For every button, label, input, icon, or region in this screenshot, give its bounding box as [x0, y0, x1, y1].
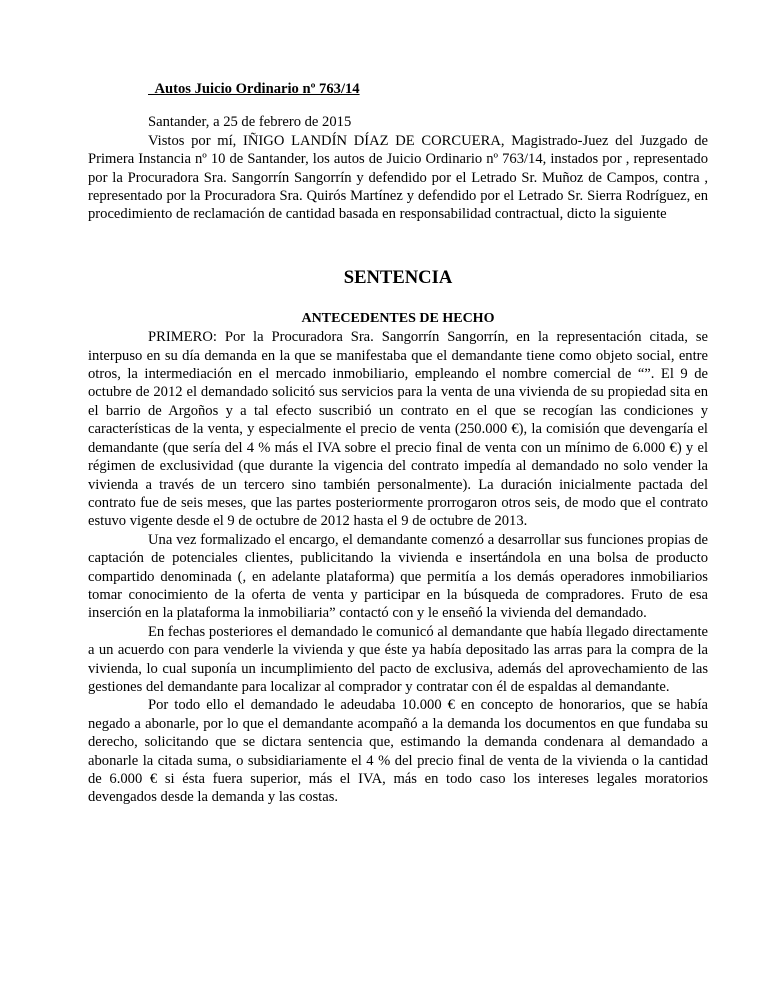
document-page [88, 80, 708, 807]
case-reference: Autos Juicio Ordinario nº 763/14 [148, 81, 360, 97]
intro-paragraph: Vistos por mí, IÑIGO LANDÍN DÍAZ DE CORCUERA, Magistrado-Juez del Juzgado de Primera Instancia nº 10 de Santander, los autos de Juicio Ordinario nº 763/14, instados por , representado por la Procuradora Sra. Sangorrín Sangorrín y defendido por el Letrado Sr. Muñoz de Campos, contra , representado por la Procuradora Sra. Quirós Martínez y defendido por el Letrado Sr. Sierra Rodríguez, en procedimiento de reclamación de cantidad basada en responsabilidad contractual, dicto la siguiente [88, 132, 708, 223]
place-date: Santander, a 25 de febrero de 2015 [148, 114, 352, 131]
paragraph-primero: PRIMERO: Por la Procuradora Sra. Sangorrín Sangorrín, en la representación citada, se interpuso en su día demanda en la que se manifestaba que el demandante tiene como objeto social, entre otros, la intermediación en el mercado inmobiliario, empleando el nombre comercial de “”. El 9 de octubre de 2012 el demandado solicitó sus servicios para la venta de una vivienda de su propiedad sita en el barrio de Argoños y a tal efecto suscribió un contrato en el que se recogían las condiciones y características de la venta, y especialmente el precio de venta (250.000 €), la comisión que devengaría el demandante (que sería del 4 % más el IVA sobre el precio final de venta con un mínimo de 6.000 €) y el régimen de exclusividad (que durante la vigencia del contrato impedía al demandado no solo vender la vivienda a través de un tercero sino también personalmente). La duración inicialmente pactada del contrato fue de seis meses, que las partes posteriormente prorrogaron otros seis, de modo que el contrato estuvo vigente desde el 9 de octubre de 2012 hasta el 9 de octubre de 2013. [88, 329, 708, 530]
paragraph: En fechas posteriores el demandado le comunicó al demandante que había llegado directamente a un acuerdo con para venderle la vivienda y que éste ya había depositado las arras para la compra de la vivienda, lo cual suponía un incumplimiento del pacto de exclusiva, además del aprovechamiento de las gestiones del demandante para localizar al comprador y contratar con él de espaldas al demandante. [88, 623, 708, 695]
document-title: SENTENCIA [343, 266, 453, 288]
paragraph: Por todo ello el demandado le adeudaba 10.000 € en concepto de honorarios, que se había negado a abonarle, por lo que el demandante acompañó a la demanda los documentos en que fundaba su derecho, solicitando que se dictara sentencia que, estimando la demanda condenara al demandado a abonarle la citada suma, o subsidiariamente el 4 % del precio final de venta de la vivienda o la cantidad de 6.000 € si ésta fuera superior, más el IVA, más en todo caso los intereses legales moratorios devengados desde la demanda y las costas. [88, 697, 708, 806]
paragraph: Una vez formalizado el encargo, el demandante comenzó a desarrollar sus funciones propias de captación de potenciales clientes, publicitando la vivienda e insertándola en una bolsa de producto compartido denominada (, en adelante plataforma) que permitía a los demás operadores inmobiliarios tomar conocimiento de la oferta de venta y participar en la búsqueda de compradores. Fruto de esa inserción en la plataforma la inmobiliaria” contactó con y le enseñó la vivienda del demandado. [88, 531, 708, 622]
section-heading: ANTECEDENTES DE HECHO [301, 310, 495, 326]
